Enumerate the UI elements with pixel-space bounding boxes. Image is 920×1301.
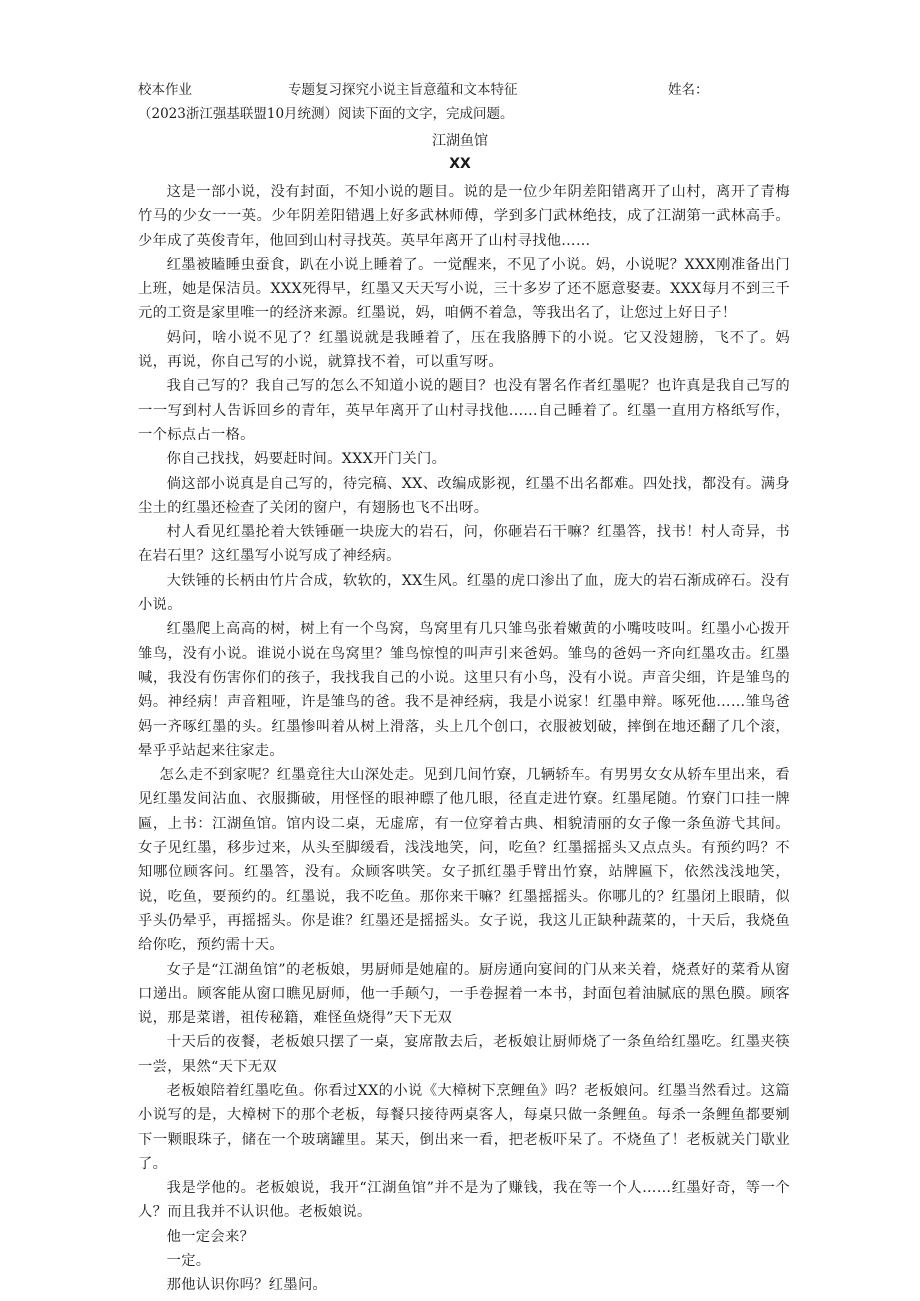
paragraph: 村人看见红墨抡着大铁锤砸一块庞大的岩石，问，你砸岩石干嘛？红墨答，找书！村人奇异，书在岩石里？这红墨写小说写成了神经病。 — [138, 524, 790, 565]
paragraph: 怎么走不到家呢？红墨竟往大山深处走。见到几间竹寮，几辆轿车。有男男女女从轿车里出来，看见红墨发间沾血、衣服撕破，用怪怪的眼神瞟了他几眼，径直走进竹寮。红墨尾随。竹寮门口挂一牌匾，上书：江湖鱼馆。馆内设二桌，无虚席，有一位穿着古典、相貌清丽的女子像一条鱼游弋其间。女子见红墨，移步过来，从头至脚缓看，浅浅地笑，问，吃鱼？红墨摇摇头又点点头。有预约吗？不知哪位顾客问。红墨答，没有。众顾客哄笑。女子抓红墨手臂出竹寮，站牌匾下，依然浅浅地笑，说，吃鱼，要预约的。红墨说，我不吃鱼。那你来干嘛？红墨摇摇头。你哪儿的？红墨闭上眼睛，似乎头仍晕乎，再摇摇头。你是谁？红墨还是摇摇头。女子说，我这儿正缺种蔬菜的，十天后，我烧鱼给你吃，预约需十天。 — [138, 767, 790, 954]
header-assignment-label: 校本作业 — [138, 82, 192, 98]
header-topic: 专题复习探究小说主旨意蕴和文本特征 — [288, 82, 518, 98]
paragraph: 倘这部小说真是自己写的，待完稿、XX、改编成影视，红墨不出名都难。四处找，都没有。满身尘土的红墨还检查了关闭的窗户，有翅肠也飞不出呀。 — [138, 475, 790, 516]
paragraph: 这是一部小说，没有封面，不知小说的题目。说的是一位少年阴差阳错离开了山村，离开了青梅竹马的少女一一英。少年阴差阳错遇上好多武林师傅，学到多门武林绝技，成了江湖第一武林高手。少年成了英俊青年，他回到山村寻找英。英早年离开了山村寻找他…… — [138, 184, 790, 249]
paragraph: 我是学他的。老板娘说，我开“江湖鱼馆”并不是为了赚钱，我在等一个人……红墨好奇，等一个人？而且我并不认识他。老板娘说。 — [138, 1180, 790, 1221]
paragraph: 红墨被瞌睡虫蚕食，趴在小说上睡着了。一觉醒来，不见了小说。妈，小说呢？XXX刚准备出门上班，她是保洁员。XXX死得早，红墨又天天写小说，三十多岁了还不愿意娶妻。XXX每月不到三千元的工资是家里唯一的经济来源。红墨说，妈，咱俩不着急，等我出名了，让您过上好日子！ — [138, 256, 790, 322]
header-name-field: 姓名： — [668, 82, 709, 98]
paragraph: 他一定会来？ — [166, 1228, 255, 1245]
page-header — [138, 78, 778, 102]
paragraph: 女子是“江湖鱼馆”的老板娘，男厨师是她雇的。厨房通向宴间的门从来关着，烧煮好的菜肴从窗口递出。顾客能从窗口瞧见厨师，他一手颠勺，一手卷握着一本书，封面包着油腻底的黑色膜。顾客说，那是菜谱，祖传秘籍，难怪鱼烧得”天下无双 — [138, 961, 790, 1027]
paragraph: 大铁锤的长柄由竹片合成，软软的，XX生风。红墨的虎口渗出了血，庞大的岩石渐成碎石。没有小说。 — [138, 572, 790, 614]
story-title: 江湖鱼馆 — [432, 133, 488, 149]
paragraph: 一定。 — [166, 1253, 211, 1270]
paragraph: 老板娘陪着红墨吃鱼。你看过XX的小说《大樟树下烹鲤鱼》吗？老板娘问。红墨当然看过。这篇小说写的是，大樟树下的那个老板，每餐只接待两桌客人，每桌只做一条鲤鱼。每杀一条鲤鱼都要剜下一颗眼珠子，储在一个玻璃罐里。某天，倒出来一看，把老板吓呆了。不烧鱼了！老板就关门歇业了。 — [138, 1082, 790, 1172]
story-author: XX — [449, 156, 471, 172]
exam-intro: （2023浙江强基联盟10月统测）阅读下面的文字，完成问题。 — [138, 106, 514, 122]
paragraph: 我自己写的？我自己写的怎么不知道小说的题目？也没有署名作者红墨呢？也许真是我自己写的一一写到村人告诉回乡的青年，英早年离开了山村寻找他......自己睡着了。红墨一直用方格纸写作，一个标点占一格。 — [138, 378, 790, 443]
paragraph: 妈问，啥小说不见了？红墨说就是我睡着了，压在我胳膊下的小说。它又没翅膀，飞不了。妈说，再说，你自己写的小说，就算找不着，可以重写呀。 — [138, 329, 790, 371]
story-body — [138, 180, 790, 1298]
paragraph: 红墨爬上高高的树，树上有一个鸟窝，鸟窝里有几只雏鸟张着嫩黄的小嘴吱吱叫。红墨小心拨开雏鸟，没有小说。谁说小说在鸟窝里？雏鸟惊惶的叫声引来爸妈。雏鸟的爸妈一齐向红墨攻击。红墨喊，我没有伤害你们的孩子，我找我自己的小说。这里只有小鸟，没有小说。声音尖细，许是雏鸟的妈。神经病！声音粗哑，许是雏鸟的爸。我不是神经病，我是小说家！红墨申辩。啄死他……雏鸟爸妈一齐啄红墨的头。红墨惨叫着从树上滑落，头上几个创口，衣服被划破，摔倒在地还翻了几个滚，晕乎乎站起来往家走。 — [138, 621, 790, 759]
paragraph: 你自己找找，妈要赶时间。XXX开门关门。 — [166, 451, 447, 468]
paragraph: 十天后的夜餐，老板娘只摆了一桌，宴席散去后，老板娘让厨师烧了一条鱼给红墨吃。红墨夹筷一尝，果然“天下无双 — [138, 1034, 790, 1075]
paragraph: 那他认识你吗？红墨问。 — [166, 1277, 328, 1294]
